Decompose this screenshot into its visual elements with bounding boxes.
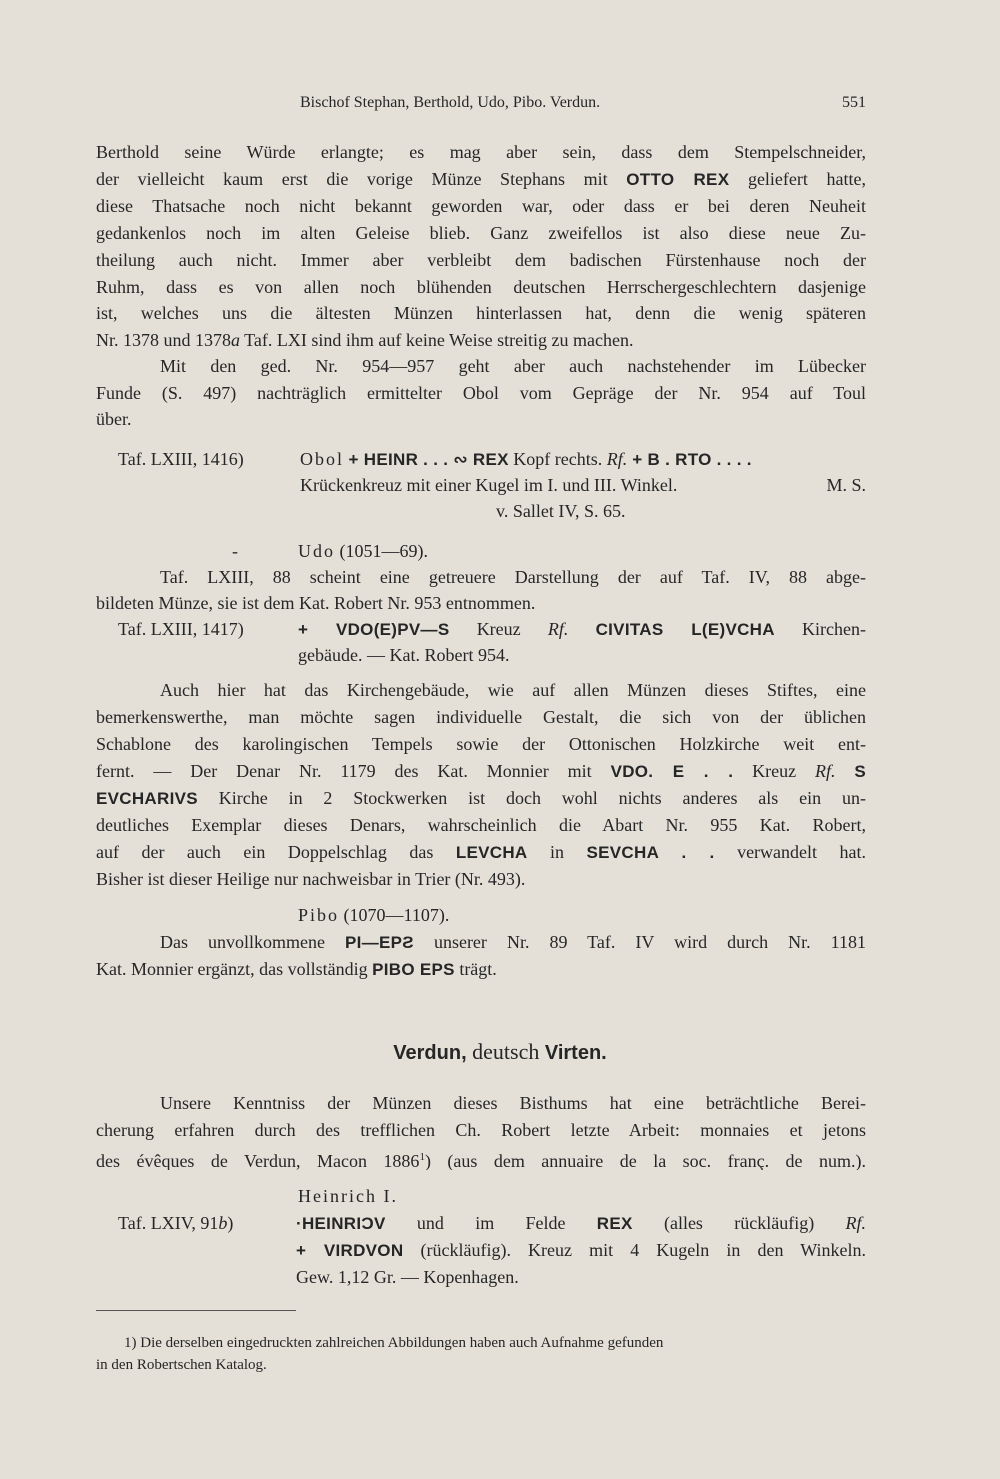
para1-line1: Berthold seine Würde erlangte; es mag aber sein, dass dem Stempelschneider, [96, 142, 866, 162]
text: Udo [298, 541, 335, 561]
legend: PIBO EPS [372, 960, 455, 979]
para1-line4: gedankenlos noch im alten Geleise blieb. Ganz zweifellos ist also diese neue Zu- [96, 223, 866, 243]
text: fernt. — Der Denar Nr. 1179 des Kat. Monnier mit [96, 761, 611, 781]
entry1416-line3: v. Sallet IV, S. 65. [496, 501, 626, 521]
legend: CIVITAS L(E)VCHA [595, 620, 775, 639]
text: a [231, 330, 240, 350]
text: ) (aus dem annuaire de la soc. franç. de num.). [424, 1151, 866, 1170]
para2-line1: Mit den ged. Nr. 954—957 geht aber auch nachstehender im Lübecker [160, 356, 866, 376]
text: (alles rückläufig) [632, 1213, 846, 1233]
legend: VDO. E . . [610, 762, 734, 781]
text: b [218, 1213, 228, 1233]
heinrich-heading [298, 1183, 598, 1209]
legend: + B . RTO . . . . [627, 450, 752, 469]
heinrich-label [118, 1210, 298, 1236]
udo-heading [298, 538, 598, 564]
entry1416-line1 [300, 446, 866, 472]
footnote-ref: 1 [419, 1151, 425, 1163]
entry1417-line1 [298, 616, 866, 642]
footnote-line2: in den Robertschen Katalog. [96, 1357, 267, 1373]
text: Heinrich I. [298, 1186, 398, 1206]
text: verwandelt hat. [714, 842, 866, 862]
text: geliefert hatte, [729, 169, 866, 189]
text: unserer Nr. 89 Taf. IV wird durch Nr. 1181 [413, 932, 866, 952]
para3-line7 [96, 839, 866, 865]
page-number: 551 [842, 94, 866, 111]
para1-line3: diese Thatsache noch nicht bekannt geworden war, oder dass er bei deren Neuheit [96, 196, 866, 216]
text: (rückläufig). Kreuz mit 4 Kugeln in den Winkeln. [403, 1240, 866, 1260]
para3-line5 [96, 785, 866, 811]
verdun-line1: Unsere Kenntniss der Münzen dieses Bisthums hat eine beträchtliche Berei- [160, 1093, 866, 1113]
section-heading-verdun [0, 1037, 1000, 1068]
verdun-line3 [96, 1144, 866, 1170]
legend: REX [596, 1214, 633, 1233]
text: und im Felde [385, 1213, 597, 1233]
para3-line4 [96, 758, 866, 784]
text: Virten. [544, 1042, 607, 1064]
footnote-rule [96, 1310, 296, 1311]
legend: PI—EPƧ [345, 933, 414, 952]
para3-line6: deutliches Exemplar dieses Denars, wahrscheinlich die Abart Nr. 955 Kat. Robert, [96, 815, 866, 835]
text: Das unvollkommene [160, 932, 346, 952]
text: Kirche in 2 Stockwerken ist doch wohl nichts anderes als ein un- [197, 788, 866, 808]
text: trägt. [454, 959, 497, 979]
legend: SEVCHA . . [586, 843, 715, 862]
text: (1051—69). [335, 541, 428, 561]
text: Kat. Monnier ergänzt, das vollständig [96, 959, 373, 979]
entry1416-line2 [300, 472, 866, 498]
para1-line7: ist, welches uns die ältesten Münzen hinterlassen hat, denn die wenig späteren [96, 303, 866, 323]
para3-line3: Schablone des karolingischen Tempels sowie der Ottonischen Holzkirche weit ent- [96, 734, 866, 754]
text: Taf. LXI sind ihm auf keine Weise streitig zu machen. [240, 330, 634, 350]
legend: ·HEINRIϽV [296, 1214, 386, 1233]
text: Obol [300, 449, 344, 469]
heinrich-line1 [296, 1210, 866, 1236]
text: Pibo [298, 905, 340, 925]
text: M. S. [826, 475, 866, 495]
udo-line1: Taf. LXIII, 88 scheint eine getreuere Darstellung der auf Taf. IV, 88 abge- [160, 567, 866, 587]
udo-line2: bildeten Münze, sie ist dem Kat. Robert Nr. 953 entnommen. [96, 593, 536, 613]
legend: S [854, 762, 866, 781]
legend-otto-rex: OTTO REX [626, 170, 730, 189]
heinrich-line3: Gew. 1,12 Gr. — Kopenhagen. [296, 1267, 519, 1287]
legend: ∾ REX [453, 450, 509, 469]
text: Nr. 1378 und 1378 [96, 330, 231, 350]
text: deutsch [466, 1039, 545, 1064]
text: Verdun, [393, 1042, 467, 1064]
para1-line8 [96, 327, 866, 353]
para3-line1: Auch hier hat das Kirchengebäude, wie auf allen Münzen dieses Stiftes, eine [160, 680, 866, 700]
text: ) [227, 1213, 234, 1233]
heinrich-line2 [296, 1237, 866, 1263]
legend: + VIRDVON [296, 1241, 404, 1260]
verdun-line2: cherung erfahren durch des trefflichen Ch. Robert letzte Arbeit: monnaies et jetons [96, 1120, 866, 1140]
para3-line8: Bisher ist dieser Heilige nur nachweisbar in Trier (Nr. 493). [96, 869, 526, 889]
legend: LEVCHA [455, 843, 528, 862]
text: Rf. [606, 449, 628, 469]
text: Krückenkreuz mit einer Kugel im I. und III. Winkel. [300, 475, 678, 495]
udo-dash: - [232, 541, 238, 561]
text: Kopf rechts. [508, 449, 607, 469]
para1-line2 [96, 166, 866, 192]
para3-line2: bemerkenswerthe, man möchte sagen individuelle Gestalt, die sich von der üblichen [96, 707, 866, 727]
header-title: Bischof Stephan, Berthold, Udo, Pibo. Verdun. [300, 94, 601, 111]
para2-line3: über. [96, 409, 132, 429]
legend: + HEINR . . . [348, 450, 454, 469]
legend: + VDO(E)PV—S [298, 620, 450, 639]
text: des évêques de Verdun, Macon 1886 [96, 1151, 420, 1170]
text: Rf. [814, 761, 836, 781]
text: auf der auch ein Doppelschlag das [96, 842, 456, 862]
entry1417-line2: gebäude. — Kat. Robert 954. [298, 645, 510, 665]
text: (1070—1107). [339, 905, 450, 925]
legend: EVCHARIVS [96, 789, 198, 808]
para1-line6: Ruhm, dass es von allen noch blühenden deutschen Herrschergeschlechtern dasjenige [96, 277, 866, 297]
para2-line2: Funde (S. 497) nachträglich ermittelter Obol vom Gepräge der Nr. 954 auf Toul [96, 383, 866, 403]
pibo-heading [298, 902, 598, 928]
pibo-line1 [160, 929, 866, 955]
entry1416-label: Taf. LXIII, 1416) [118, 449, 244, 469]
pibo-line2 [96, 956, 866, 982]
text: Kirchen- [774, 619, 866, 639]
text: in [527, 842, 587, 862]
text: Taf. LXIV, 91 [118, 1213, 219, 1233]
text: Rf. [845, 1213, 866, 1233]
text: der vielleicht kaum erst die vorige Münze Stephans mit [96, 169, 627, 189]
para1-line5: theilung auch nicht. Immer aber verbleibt dem badischen Fürstenhause noch der [96, 250, 866, 270]
text: Kreuz [449, 619, 548, 639]
text: Kreuz [733, 761, 815, 781]
text: Rf. [547, 619, 569, 639]
footnote-line1: 1) Die derselben eingedruckten zahlreichen Abbildungen haben auch Aufnahme gefunden [124, 1335, 664, 1351]
entry1417-label: Taf. LXIII, 1417) [118, 619, 244, 639]
